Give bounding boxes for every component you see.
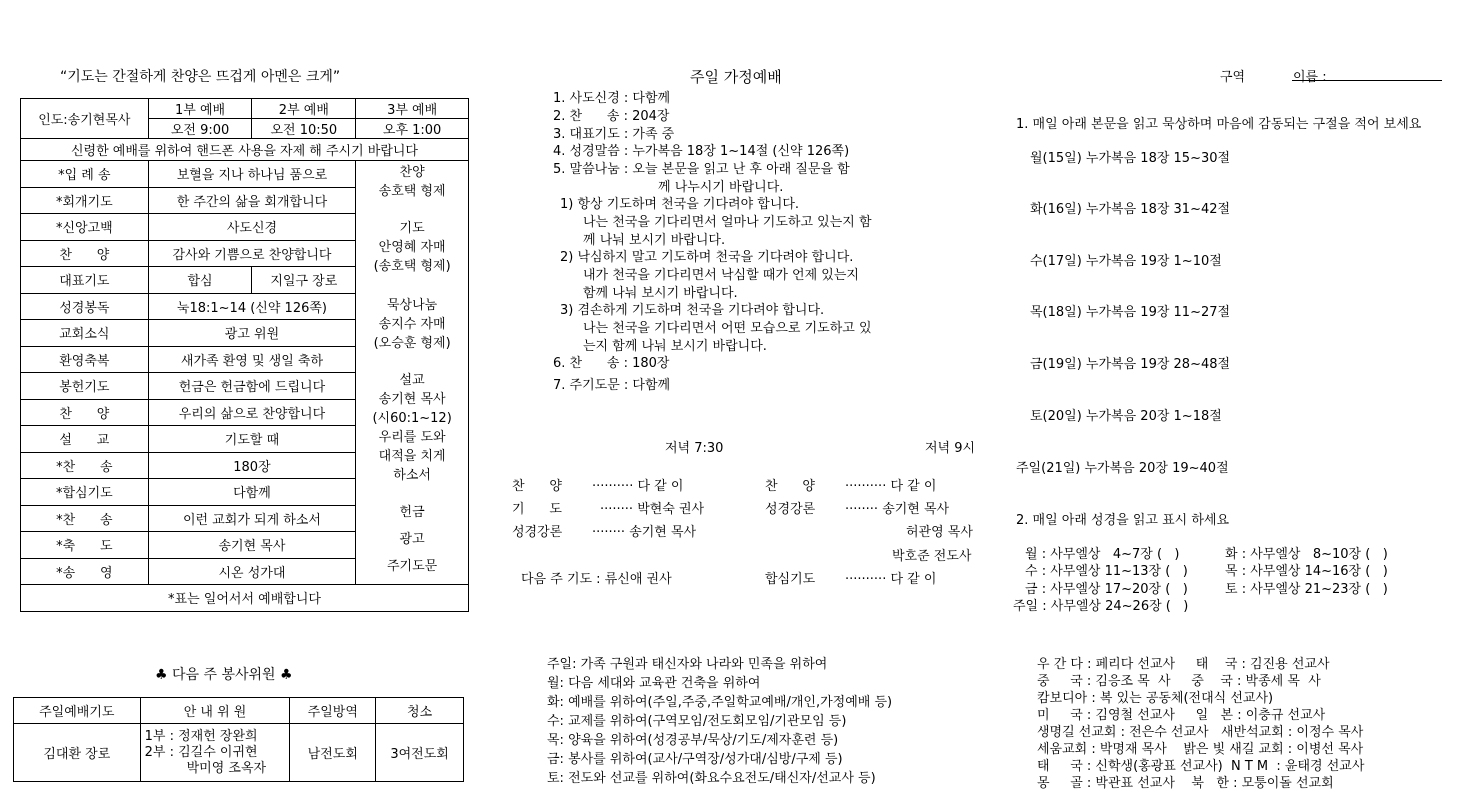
daily-reading: 월(15일) 누가복음 18장 15~30절: [1030, 151, 1231, 166]
order-label: *입 례 송: [21, 161, 149, 188]
reading-check: 토 : 사무엘상 21~23장 ( ): [1225, 582, 1388, 597]
home-line: 는지 함께 나눠 보시기 바랍니다.: [583, 339, 767, 354]
order-content: 눅18:1~14 (신약 126쪽): [148, 293, 356, 320]
daily-reading: 금(19일) 누가복음 19장 28~48절: [1030, 357, 1231, 372]
name-label: 이름 :: [1293, 70, 1327, 85]
prayer-topic: 토: 전도와 선교를 위하여(화요수요전도/태신자/선교사 등): [547, 771, 876, 786]
evening-label: 찬 양: [765, 479, 815, 494]
side-announcement: 광고: [399, 532, 425, 547]
prayer-topic: 수: 교제를 위하여(구역모임/전도회모임/기관모임 등): [547, 714, 847, 729]
order-content: 180장: [148, 452, 356, 479]
district-label: 구역: [1220, 70, 1246, 85]
daily-reading: 수(17일) 누가복음 19장 1~10절: [1030, 254, 1222, 269]
home-line: 내가 천국을 기다리면서 낙심할 때가 언제 있는지: [583, 268, 859, 283]
evening-value: ········ 박현숙 권사: [600, 502, 705, 517]
side-lords-prayer: 주기도문: [387, 559, 438, 574]
order-label: *찬 송: [21, 452, 149, 479]
home-line: 7. 주기도문 : 다함께: [553, 378, 671, 393]
service-1-time: 오전 9:00: [148, 119, 252, 139]
duty-disinfection: 남전도회: [290, 724, 376, 782]
worship-order-table: [20, 98, 469, 612]
order-label: *회개기도: [21, 187, 149, 214]
evening-time-2: 저녁 9시: [925, 441, 976, 456]
order-content: 다함께: [148, 479, 356, 506]
reading-check: 주일 : 사무엘상 24~26장 ( ): [1013, 599, 1189, 614]
leader: 인도:송기현목사: [21, 99, 149, 139]
order-content: 우리의 삶으로 찬양합니다: [148, 399, 356, 426]
home-line: 3) 겸손하게 기도하며 천국을 기다려야 합니다.: [560, 303, 825, 318]
side-title-1: 우리를 도와: [378, 430, 446, 445]
order-content: 이런 교회가 되게 하소서: [148, 505, 356, 532]
order-content: 한 주간의 삶을 회개합니다: [148, 187, 356, 214]
side-scripture: (시60:1~12): [372, 411, 452, 426]
home-line: 1. 사도신경 : 다함께: [553, 91, 671, 106]
name-underline[interactable]: [1292, 80, 1442, 81]
reading-check: 금 : 사무엘상 17~20장 ( ): [1025, 582, 1188, 597]
next-week-table: [13, 697, 464, 782]
order-label: 찬 양: [21, 240, 149, 267]
order-content: 헌금은 헌금함에 드립니다: [148, 373, 356, 400]
evening-value: 박호준 전도사: [892, 549, 972, 564]
duty-header: 청소: [376, 698, 464, 724]
prayer-topic: 목: 양육을 위하여(성경공부/묵상/기도/제자훈련 등): [547, 733, 839, 748]
usher-line: 2부 : 김길수 이귀현: [144, 744, 258, 760]
prayer-topic: 주일: 가족 구원과 태신자와 나라와 민족을 위하여: [547, 657, 828, 672]
side-meditation-leader: 송지수 자매: [378, 317, 446, 332]
side-summary: [356, 161, 469, 585]
home-line: 2. 찬 송 : 204장: [553, 109, 670, 124]
service-1-name: 1부 예배: [148, 99, 252, 119]
evening-label: 기 도: [512, 502, 562, 517]
mission-line: 세움교회 : 박명재 목사 밝은 빛 새길 교회 : 이병선 목사: [1037, 742, 1364, 757]
duty-ushers: [140, 724, 290, 782]
question-2: 2. 매일 아래 성경을 읽고 표시 하세요: [1016, 513, 1230, 528]
order-label: *축 도: [21, 532, 149, 559]
usher-line: 박미영 조옥자: [186, 760, 267, 776]
order-content-2: 지일구 장로: [252, 267, 356, 294]
home-line: 나는 천국을 기다리면서 얼마나 기도하고 있는지 함: [583, 215, 872, 230]
service-3-name: 3부 예배: [356, 99, 469, 119]
evening-value: ·········· 다 같 이: [592, 479, 684, 494]
duty-header: 주일예배기도: [14, 698, 141, 724]
home-line: 6. 찬 송 : 180장: [553, 356, 670, 371]
side-praise-leader: 송호택 형제: [378, 184, 446, 199]
evening-value: ········ 송기현 목사: [845, 502, 950, 517]
home-worship-title: 주일 가정예배: [690, 68, 782, 86]
question-1: 1. 매일 아래 본문을 읽고 묵상하며 마음에 감동되는 구절을 적어 보세요: [1016, 117, 1422, 132]
evening-label: 성경강론: [512, 525, 563, 540]
side-prayer: 기도: [399, 221, 425, 236]
evening-label: 찬 양: [512, 479, 562, 494]
duty-header: 안 내 위 원: [140, 698, 290, 724]
mission-line: 우 간 다 : 페리다 선교사 태 국 : 김진용 선교사: [1037, 657, 1330, 672]
next-prayer: 다음 주 기도 : 류신애 권사: [521, 572, 672, 587]
next-week-title: ♣ 다음 주 봉사위원 ♣: [155, 667, 293, 683]
phone-notice: 신령한 예배를 위하여 핸드폰 사용을 자제 해 주시기 바랍니다: [21, 139, 469, 161]
evening-value: ·········· 다 같 이: [845, 479, 937, 494]
prayer-topic: 금: 봉사를 위하여(교사/구역장/성가대/심방/구제 등): [547, 752, 843, 767]
order-label: 성경봉독: [21, 293, 149, 320]
daily-reading: 주일(21일) 누가복음 20장 19~40절: [1016, 461, 1229, 476]
order-content: 합심: [148, 267, 252, 294]
order-content: 기도할 때: [148, 426, 356, 453]
mission-line: 미 국 : 김영철 선교사 일 본 : 이충규 선교사: [1037, 708, 1326, 723]
order-label: 교회소식: [21, 320, 149, 347]
order-content: 송기현 목사: [148, 532, 356, 559]
service-2-name: 2부 예배: [252, 99, 356, 119]
home-line: 2) 낙심하지 말고 기도하며 천국을 기다려야 합니다.: [560, 250, 854, 265]
order-content: 새가족 환영 및 생일 축하: [148, 346, 356, 373]
order-content: 시온 성가대: [148, 558, 356, 585]
side-praise: 찬양: [399, 165, 425, 180]
mission-line: 중 국 : 김응조 목 사 중 국 : 박종세 목 사: [1037, 674, 1321, 689]
side-sermon: 설교: [399, 373, 425, 388]
home-line: 5. 말씀나눔 : 오늘 본문을 읽고 난 후 아래 질문을 함: [553, 162, 850, 177]
order-label: 환영축복: [21, 346, 149, 373]
side-meditation-alt: (오승훈 형제): [373, 336, 451, 351]
evening-label: 합심기도: [765, 572, 816, 587]
home-line: 께 나눠 보시기 바랍니다.: [583, 233, 726, 248]
daily-reading: 목(18일) 누가복음 19장 11~27절: [1030, 305, 1231, 320]
order-label: *송 영: [21, 558, 149, 585]
order-content: 사도신경: [148, 214, 356, 241]
prayer-topic: 월: 다음 세대와 교육관 건축을 위하여: [547, 676, 761, 691]
mission-line: 태 국 : 신학생(홍광표 선교사) N T M : 윤태경 선교사: [1037, 759, 1365, 774]
reading-check: 목 : 사무엘상 14~16장 ( ): [1225, 564, 1388, 579]
order-label: *합심기도: [21, 479, 149, 506]
side-prayer-alt: (송호택 형제): [373, 259, 451, 274]
evening-value: ·········· 다 같 이: [845, 572, 937, 587]
home-line: 4. 성경말씀 : 누가복음 18장 1~14절 (신약 126쪽): [553, 144, 850, 159]
reading-check: 월 : 사무엘상 4~7장 ( ): [1025, 547, 1180, 562]
daily-reading: 화(16일) 누가복음 18장 31~42절: [1030, 202, 1231, 217]
home-line: 께 나누시기 바랍니다.: [658, 180, 784, 195]
duty-prayer: 김대환 장로: [14, 724, 141, 782]
order-label: 대표기도: [21, 267, 149, 294]
service-2-time: 오전 10:50: [252, 119, 356, 139]
duty-cleaning: 3여전도회: [376, 724, 464, 782]
home-line: 함께 나눠 보시기 바랍니다.: [583, 286, 738, 301]
order-label: *찬 송: [21, 505, 149, 532]
duty-header: 주일방역: [290, 698, 376, 724]
reading-check: 수 : 사무엘상 11~13장 ( ): [1025, 564, 1188, 579]
side-offering: 헌금: [399, 505, 425, 520]
side-meditation: 묵상나눔: [387, 298, 438, 313]
motto: “기도는 간절하게 찬양은 뜨겁게 아멘은 크게”: [60, 69, 341, 85]
side-title-2: 대적을 치게: [378, 449, 446, 464]
order-label: 찬 양: [21, 399, 149, 426]
standing-note: *표는 일어서서 예배합니다: [21, 585, 469, 612]
home-line: 1) 항상 기도하며 천국을 기다려야 합니다.: [560, 197, 800, 212]
order-label: 설 교: [21, 426, 149, 453]
mission-line: 캄보디아 : 복 있는 공동체(전대식 선교사): [1037, 691, 1274, 706]
evening-label: 성경강론: [765, 502, 816, 517]
order-content: 감사와 기쁨으로 찬양합니다: [148, 240, 356, 267]
usher-line: 1부 : 정재헌 장완희: [144, 728, 258, 744]
order-label: *신앙고백: [21, 214, 149, 241]
service-3-time: 오후 1:00: [356, 119, 469, 139]
side-preacher: 송기현 목사: [378, 392, 446, 407]
evening-time-1: 저녁 7:30: [665, 441, 724, 456]
order-content: 광고 위원: [148, 320, 356, 347]
home-line: 3. 대표기도 : 가족 중: [553, 127, 675, 142]
daily-reading: 토(20일) 누가복음 20장 1~18절: [1030, 409, 1222, 424]
order-label: 봉헌기도: [21, 373, 149, 400]
evening-value: ········ 송기현 목사: [592, 525, 697, 540]
home-line: 나는 천국을 기다리면서 어떤 모습으로 기도하고 있: [583, 321, 872, 336]
prayer-topic: 화: 예배를 위하여(주일,주중,주일학교예배/개인,가정예배 등): [547, 695, 893, 710]
side-title-3: 하소서: [393, 468, 431, 483]
reading-check: 화 : 사무엘상 8~10장 ( ): [1225, 547, 1388, 562]
order-content: 보혈을 지나 하나님 품으로: [148, 161, 356, 188]
evening-value: 허관영 목사: [906, 525, 973, 540]
mission-line: 몽 골 : 박관표 선교사 북 한 : 모퉁이돌 선교회: [1037, 776, 1334, 791]
side-prayer-leader: 안영혜 자매: [378, 240, 446, 255]
mission-line: 생명길 선교회 : 전은수 선교사 새반석교회 : 이정수 목사: [1037, 725, 1364, 740]
